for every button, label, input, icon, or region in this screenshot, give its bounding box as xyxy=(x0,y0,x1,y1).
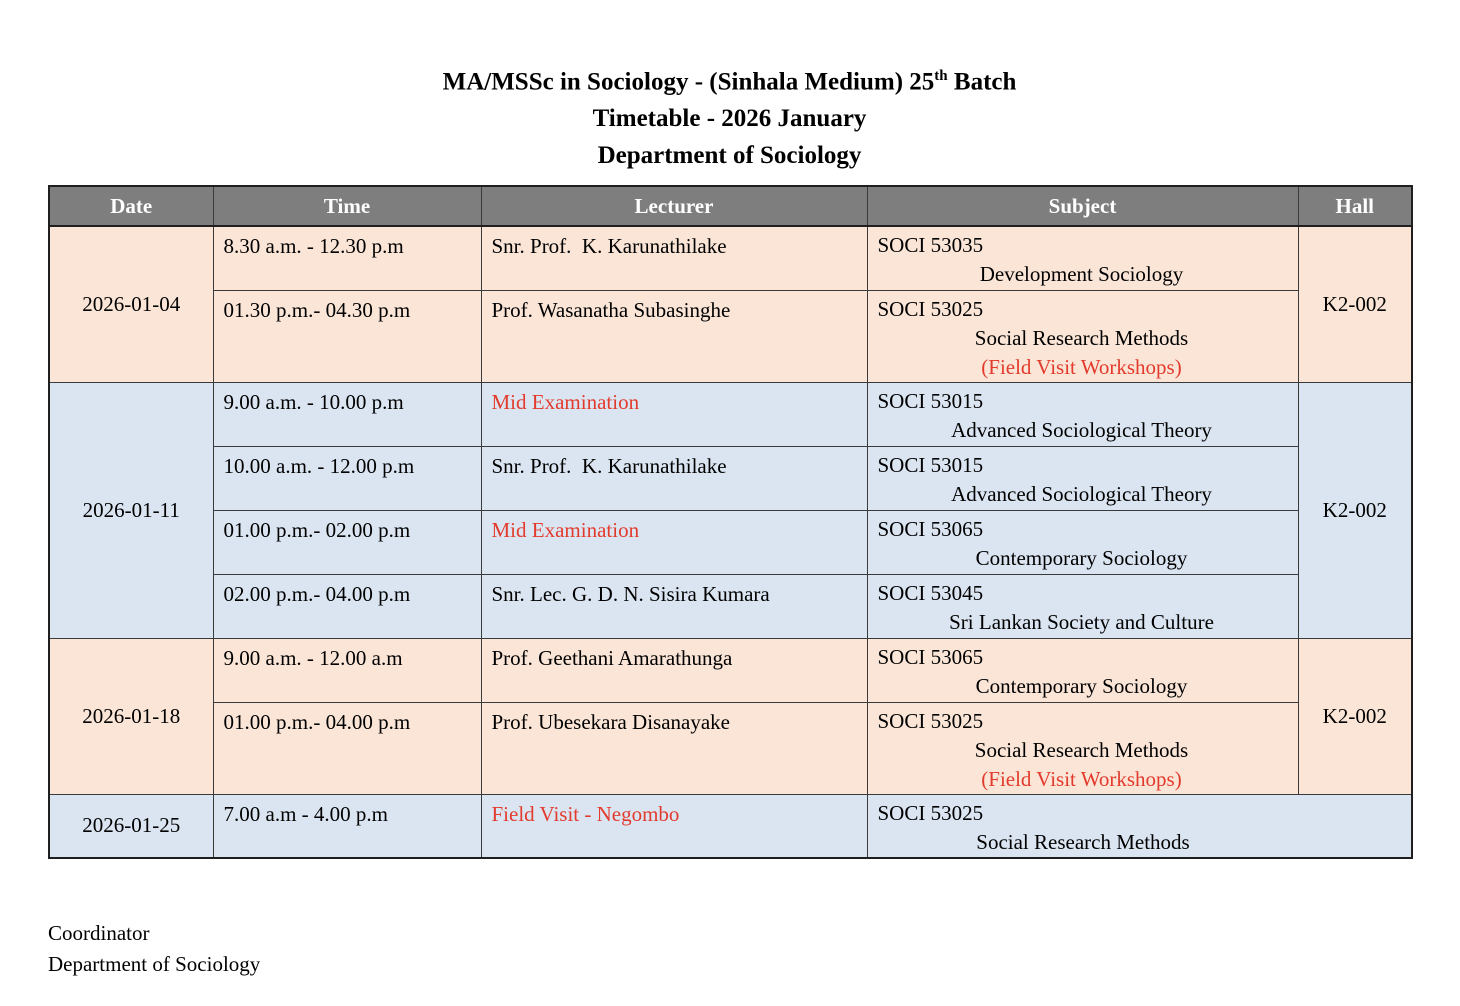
hall-cell: K2-002 xyxy=(1298,638,1412,794)
subject-content xyxy=(868,295,1296,382)
subject-cell xyxy=(867,702,1298,794)
time-cell: 7.00 a.m - 4.00 p.m xyxy=(213,794,481,858)
column-header-subject: Subject xyxy=(867,186,1298,226)
subject-name: Social Research Methods xyxy=(974,325,1189,350)
subject-name: Contemporary Sociology xyxy=(975,545,1188,570)
date-cell: 2026-01-04 xyxy=(49,226,213,382)
table-row xyxy=(49,794,1412,858)
date-cell: 2026-01-18 xyxy=(49,638,213,794)
lecturer-cell: Snr. Lec. G. D. N. Sisira Kumara xyxy=(481,574,867,638)
time-cell: 02.00 p.m.- 04.00 p.m xyxy=(213,574,481,638)
subject-name: Advanced Sociological Theory xyxy=(951,417,1212,442)
title-line-1-text: MA/MSSc in Sociology - (Sinhala Medium) 25 xyxy=(442,68,935,96)
lecturer-cell: Prof. Geethani Amarathunga xyxy=(481,638,867,702)
lecturer-cell: Snr. Prof. K. Karunathilake xyxy=(481,446,867,510)
title-ordinal-superscript: th xyxy=(934,68,948,84)
subject-code: SOCI 53025 xyxy=(877,296,984,321)
subject-code: SOCI 53065 xyxy=(877,644,984,669)
table-row xyxy=(49,638,1412,702)
subject-name: Sri Lankan Society and Culture xyxy=(949,609,1214,634)
subject-content xyxy=(868,515,1296,573)
subject-code: SOCI 53015 xyxy=(877,452,984,477)
subject-content xyxy=(868,387,1296,445)
lecturer-cell: Field Visit - Negombo xyxy=(481,794,867,858)
time-cell: 10.00 a.m. - 12.00 p.m xyxy=(213,446,481,510)
title-line-1 xyxy=(48,58,1411,100)
subject-name: Development Sociology xyxy=(979,262,1184,286)
subject-content xyxy=(868,231,1296,289)
time-cell: 8.30 a.m. - 12.30 p.m xyxy=(213,226,481,290)
date-cell: 2026-01-25 xyxy=(49,794,213,858)
subject-note: (Field Visit Workshops) xyxy=(981,354,1182,379)
table-row xyxy=(49,290,1412,382)
subject-cell xyxy=(867,638,1298,702)
table-row xyxy=(49,510,1412,574)
title-line-2: Timetable - 2026 January xyxy=(592,105,867,133)
title-line-1-suffix: Batch xyxy=(947,68,1017,96)
column-header-date: Date xyxy=(49,186,213,226)
subject-code: SOCI 53025 xyxy=(877,800,984,825)
column-header-hall: Hall xyxy=(1298,186,1412,226)
subject-cell xyxy=(867,794,1412,858)
subject-cell xyxy=(867,382,1298,446)
subject-code: SOCI 53025 xyxy=(877,708,984,733)
lecturer-cell: Prof. Ubesekara Disanayake xyxy=(481,702,867,794)
subject-name: Contemporary Sociology xyxy=(975,673,1188,698)
hall-cell: K2-002 xyxy=(1298,382,1412,638)
column-header-time: Time xyxy=(213,186,481,226)
table-row xyxy=(49,446,1412,510)
title-line-3: Department of Sociology xyxy=(597,142,862,170)
subject-code: SOCI 53065 xyxy=(877,516,984,541)
lecturer-cell: Prof. Wasanatha Subasinghe xyxy=(481,290,867,382)
time-cell: 01.30 p.m.- 04.30 p.m xyxy=(213,290,481,382)
lecturer-cell: Mid Examination xyxy=(481,382,867,446)
subject-cell xyxy=(867,446,1298,510)
subject-name: Social Research Methods xyxy=(974,737,1189,762)
timetable-table xyxy=(48,185,1413,859)
table-row xyxy=(49,702,1412,794)
subject-cell xyxy=(867,574,1298,638)
footer-department: Department of Sociology xyxy=(48,952,261,976)
time-cell: 9.00 a.m. - 10.00 p.m xyxy=(213,382,481,446)
time-cell: 9.00 a.m. - 12.00 a.m xyxy=(213,638,481,702)
table-row xyxy=(49,574,1412,638)
subject-cell xyxy=(867,510,1298,574)
lecturer-cell: Mid Examination xyxy=(481,510,867,574)
subject-code: SOCI 53035 xyxy=(877,233,984,257)
hall-cell: K2-002 xyxy=(1298,226,1412,382)
subject-content xyxy=(868,799,1299,857)
footer-signature xyxy=(48,918,260,980)
subject-content xyxy=(868,579,1296,637)
date-cell: 2026-01-11 xyxy=(49,382,213,638)
table-row xyxy=(49,226,1412,290)
lecturer-cell: Snr. Prof. K. Karunathilake xyxy=(481,226,867,290)
subject-cell xyxy=(867,226,1298,290)
document-title xyxy=(48,58,1411,174)
subject-code: SOCI 53015 xyxy=(877,388,984,413)
subject-cell xyxy=(867,290,1298,382)
subject-name: Social Research Methods xyxy=(976,829,1190,854)
subject-note: (Field Visit Workshops) xyxy=(981,766,1182,791)
subject-code: SOCI 53045 xyxy=(877,580,984,605)
subject-name: Advanced Sociological Theory xyxy=(951,481,1212,506)
subject-content xyxy=(868,707,1296,794)
footer-coordinator: Coordinator xyxy=(48,921,150,945)
column-header-lecturer: Lecturer xyxy=(481,186,867,226)
table-row xyxy=(49,382,1412,446)
subject-content xyxy=(868,451,1296,509)
subject-content xyxy=(868,643,1296,701)
header-row xyxy=(49,186,1412,226)
time-cell: 01.00 p.m.- 02.00 p.m xyxy=(213,510,481,574)
time-cell: 01.00 p.m.- 04.00 p.m xyxy=(213,702,481,794)
